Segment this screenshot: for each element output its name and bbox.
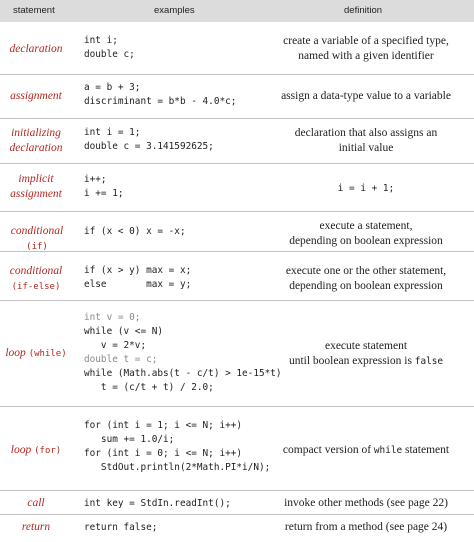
code-line: i++; (84, 174, 107, 185)
definition-line: declaration that also assigns an (294, 127, 438, 139)
row-divider (0, 211, 474, 212)
statement-keyword: (for) (34, 446, 62, 456)
code-example (84, 126, 214, 154)
definition-line: depending on boolean expression (289, 280, 443, 292)
table-header (0, 0, 474, 22)
statement-label (0, 520, 72, 535)
row-divider (0, 490, 474, 491)
statement-label (0, 89, 72, 104)
definition-line: create a variable of a specified type, (283, 35, 449, 47)
code-line: while (v <= N) (84, 326, 164, 337)
definition-keyword: false (414, 356, 444, 367)
statement-keyword: (if-else) (11, 282, 61, 292)
code-line: StdOut.println(2*Math.PI*i/N); (84, 462, 271, 473)
definition-line: invoke other methods (see page 22) (284, 497, 448, 509)
code-line: sum += 1.0/i; (84, 434, 175, 445)
definition-keyword: while (373, 445, 403, 456)
header-statement: statement (13, 5, 55, 16)
statement-text: initializing (11, 127, 61, 139)
statement-label (0, 126, 72, 156)
statement-text: loop (5, 347, 26, 359)
statement-label (0, 496, 72, 511)
definition-fragment: statement (405, 444, 450, 456)
code-line: int v = 0; (84, 312, 141, 323)
definition-line (258, 354, 474, 369)
code-example (84, 264, 191, 292)
code-line: if (x < 0) x = -x; (84, 226, 186, 237)
definition-line: execute a statement, (319, 220, 413, 232)
statement-label (0, 264, 72, 295)
definition-line: i = i + 1; (337, 183, 395, 194)
statement-text: declaration (9, 142, 63, 154)
definition-line: execute statement (324, 340, 408, 352)
code-line: double c; (84, 49, 135, 60)
code-line: for (int i = 0; i <= N; i++) (84, 448, 243, 459)
statement-text: conditional (10, 225, 64, 237)
code-line: for (int i = 1; i <= N; i++) (84, 420, 243, 431)
header-examples: examples (154, 5, 195, 16)
statement-text: conditional (9, 265, 63, 277)
definition-line: initial value (338, 142, 394, 154)
statement-keyword: (if) (26, 242, 48, 252)
definition-text (258, 126, 474, 156)
statement-text: return (21, 521, 51, 533)
row-divider (0, 163, 474, 164)
definition-fragment: compact version of (282, 444, 372, 456)
code-example (84, 34, 135, 62)
code-line: double t = c; (84, 354, 158, 365)
statement-text: loop (10, 444, 32, 456)
code-example (84, 311, 282, 395)
code-line: while (Math.abs(t - c/t) > 1e-15*t) (84, 368, 282, 379)
definition-text (258, 89, 474, 104)
row-divider (0, 406, 474, 407)
statement-label (0, 42, 72, 57)
code-line: if (x > y) max = x; (84, 265, 192, 276)
definition-line: return from a method (see page 24) (284, 521, 448, 533)
statement-label (0, 172, 72, 202)
code-example (84, 497, 231, 511)
code-line: v = 2*v; (84, 340, 147, 351)
statement-text: assignment (10, 90, 62, 102)
code-example (84, 225, 186, 239)
definition-text (258, 520, 474, 535)
statement-label (0, 346, 72, 362)
code-example (84, 521, 157, 535)
row-divider (0, 300, 474, 301)
code-line: int key = StdIn.readInt(); (84, 498, 231, 509)
definition-line: depending on boolean expression (289, 235, 443, 247)
row-divider (0, 118, 474, 119)
definition-text (258, 219, 474, 249)
definition-fragment: until boolean expression is (288, 355, 412, 367)
statement-keyword: (while) (28, 349, 67, 359)
code-line: else max = y; (84, 279, 192, 290)
statement-text: implicit (18, 173, 54, 185)
definition-line: assign a data-type value to a variable (281, 90, 451, 102)
definition-line: execute one or the other statement, (285, 265, 447, 277)
code-line: t = (c/t + t) / 2.0; (84, 382, 214, 393)
code-line: int i = 1; (84, 127, 141, 138)
code-line: return false; (84, 522, 158, 533)
statement-label (0, 224, 75, 255)
statement-text: call (27, 497, 45, 509)
definition-text (258, 181, 474, 196)
row-divider (0, 514, 474, 515)
code-example (84, 81, 236, 109)
code-example (84, 419, 270, 475)
row-divider (0, 74, 474, 75)
definition-text (258, 339, 474, 369)
definition-text (258, 34, 474, 64)
definition-line: named with a given identifier (298, 50, 434, 62)
code-line: double c = 3.141592625; (84, 141, 214, 152)
code-line: discriminant = b*b - 4.0*c; (84, 96, 237, 107)
statement-text: declaration (9, 43, 63, 55)
header-definition: definition (344, 5, 383, 16)
code-line: i += 1; (84, 188, 124, 199)
statement-text: assignment (10, 188, 62, 200)
definition-text (258, 496, 474, 511)
definition-text (258, 443, 474, 458)
code-example (84, 173, 124, 201)
code-line: int i; (84, 35, 118, 46)
code-line: a = b + 3; (84, 82, 141, 93)
statement-label (0, 443, 72, 459)
definition-text (258, 264, 474, 294)
